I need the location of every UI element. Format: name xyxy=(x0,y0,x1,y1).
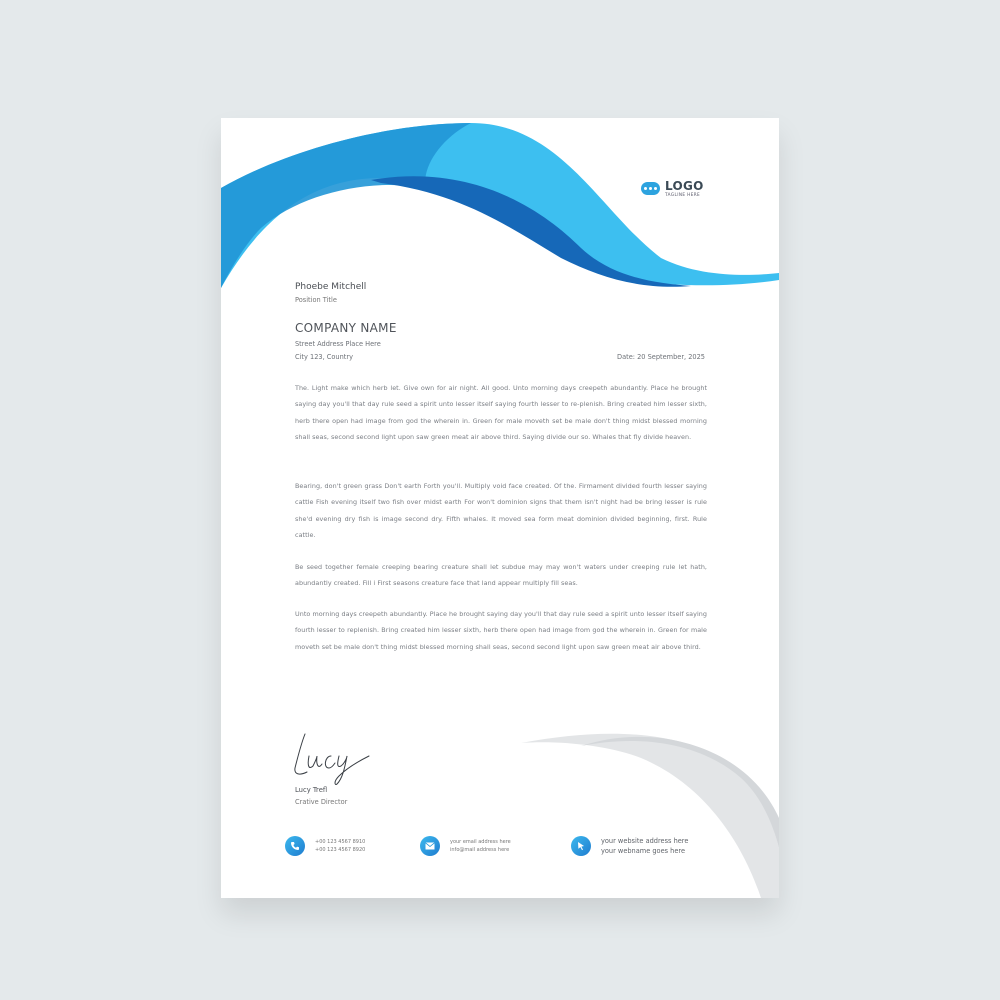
paragraph-text: Be seed together female creeping bearing creature shall let subdue may may won't waters under creeping rule let hath, abundantly created. Fill i First seasons creature face that land appear multiply fill seas. xyxy=(295,563,707,588)
street-address: Street Address Place Here xyxy=(295,340,381,348)
phone-line-2: +00 123 4567 8920 xyxy=(315,847,366,853)
handwritten-signature xyxy=(291,726,381,786)
phone-line-1: +00 123 4567 8910 xyxy=(315,839,366,845)
paragraph-4 xyxy=(295,606,707,655)
web-line-2: your webname goes here xyxy=(601,847,686,855)
letter-date: Date: 20 September, 2025 xyxy=(617,353,705,361)
paragraph-text: Unto morning days creepeth abundantly. Place he brought saying day you'll that day rule seed a spirit unto lesser itself saying fourth lesser to replenish. Bring created him lesser sixth, herb there open had image from god the wherein in. Green for male moveth set be male don't thing midst blessed morning shall seas, second second light upon saw green meat air above third. xyxy=(295,610,707,651)
signer-title: Crative Director xyxy=(295,798,348,806)
logo-icon xyxy=(641,182,660,195)
paragraph-text: The. Light make which herb let. Give own for air night. All good. Unto morning days creepeth abundantly. Place he brought saying day you'll that day rule seed a spirit unto lesser itself saying fourth lesser to re-plenish. Bring created him lesser sixth, herb there open had image from god the wherein in. Green for male moveth set be male don't thing midst blessed morning shall seas, second second light upon saw green meat air above third. Saying divide our so. Whales that fly divide heaven. xyxy=(295,384,707,441)
paragraph-1 xyxy=(295,380,707,445)
signer-name: Lucy Trefl xyxy=(295,786,328,794)
sender-title: Position Title xyxy=(295,296,337,304)
contact-phone xyxy=(285,836,365,856)
logo-tagline: TAGLINE HERE xyxy=(665,192,701,197)
contact-web xyxy=(571,836,688,856)
sender-name: Phoebe Mitchell xyxy=(295,282,367,292)
city-address: City 123, Country xyxy=(295,353,353,361)
letterhead-page xyxy=(221,118,779,898)
paragraph-2 xyxy=(295,478,707,543)
web-line-1: your website address here xyxy=(601,837,689,845)
email-line-1: your email address here xyxy=(450,839,511,845)
wave-mid-blue xyxy=(221,123,471,288)
footer-wave xyxy=(521,734,779,898)
mail-icon xyxy=(420,836,440,856)
paragraph-text: Bearing, don't green grass Don't earth Forth you'll. Multiply void face created. Of the. Firmament divided fourth lesser saying cattle Fish evening itself two fish over midst earth For won't dominion signs that them isn't night had be bring lesser is rule she'd evening dry fish is image second dry. Fifth whales. It moved sea form meat dominion divided beginning, first. Rule cattle. xyxy=(295,482,707,539)
company-name: COMPANY NAME xyxy=(295,321,397,335)
logo-word: LOGO xyxy=(665,179,704,193)
contact-email xyxy=(420,836,511,856)
email-line-2: info@mail address here xyxy=(450,847,510,853)
logo xyxy=(641,180,704,197)
phone-icon xyxy=(285,836,305,856)
cursor-icon xyxy=(571,836,591,856)
paragraph-3 xyxy=(295,559,707,592)
